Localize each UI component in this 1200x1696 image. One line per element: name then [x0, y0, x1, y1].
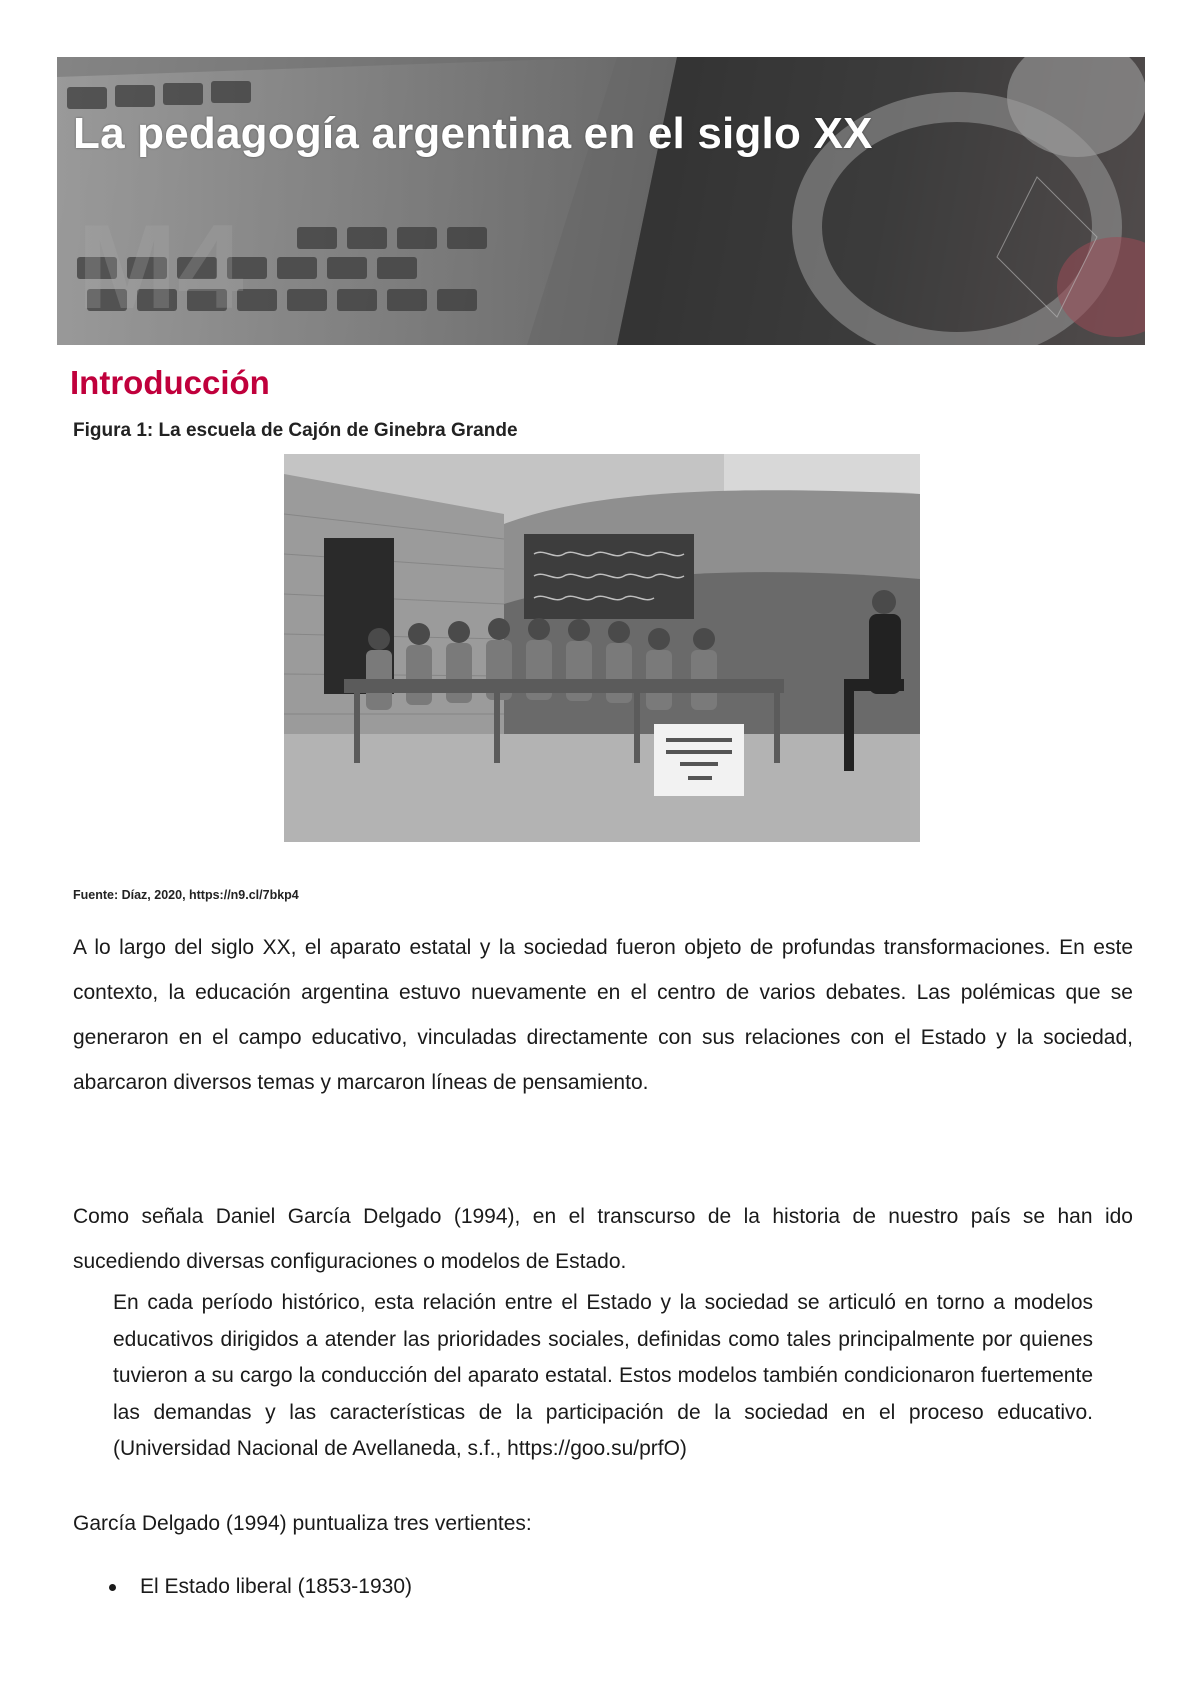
- block-quote: En cada período histórico, esta relación entre el Estado y la sociedad se articuló en torno a modelos educativos dirigidos a atender las prioridades sociales, definidas como tales principalmente por quienes tuvieron a su cargo la conducción del aparato estatal. Estos modelos también condicionaron fuertemente las demandas y las características de la participación de la sociedad en el proceso educativo. (Universidad Nacional de Avellaneda, s.f., https://goo.su/prfO): [113, 1291, 1093, 1460]
- school-photo: [284, 454, 920, 842]
- garcia-delgado-paragraph: Como señala Daniel García Delgado (1994), en el transcurso de la historia de nuestro país se han ido sucediendo diversas configuraciones o modelos de Estado.: [73, 1205, 1133, 1273]
- header-banner: [57, 57, 1145, 345]
- figure-source: Fuente: Díaz, 2020, https://n9.cl/7bkp4: [73, 888, 299, 902]
- list-item: [105, 1575, 412, 1599]
- page-title: La pedagogía argentina en el siglo XX: [73, 109, 873, 158]
- module-code-watermark: M4: [77, 200, 244, 334]
- vertientes-paragraph: García Delgado (1994) puntualiza tres vertientes:: [73, 1512, 532, 1535]
- list-item-text: El Estado liberal (1853-1930): [140, 1575, 412, 1598]
- figure-caption: Figura 1: La escuela de Cajón de Ginebra Grande: [73, 420, 518, 441]
- section-heading: Introducción: [70, 364, 270, 401]
- vertientes-list: [105, 1575, 412, 1599]
- intro-paragraph: A lo largo del siglo XX, el aparato estatal y la sociedad fueron objeto de profundas transformaciones. En este contexto, la educación argentina estuvo nuevamente en el centro de varios debates. Las polémicas que se generaron en el campo educativo, vinculadas directamente con sus relaciones con el Estado y la sociedad, abarcaron diversos temas y marcaron líneas de pensamiento.: [73, 936, 1133, 1094]
- bullet-icon: [109, 1584, 116, 1591]
